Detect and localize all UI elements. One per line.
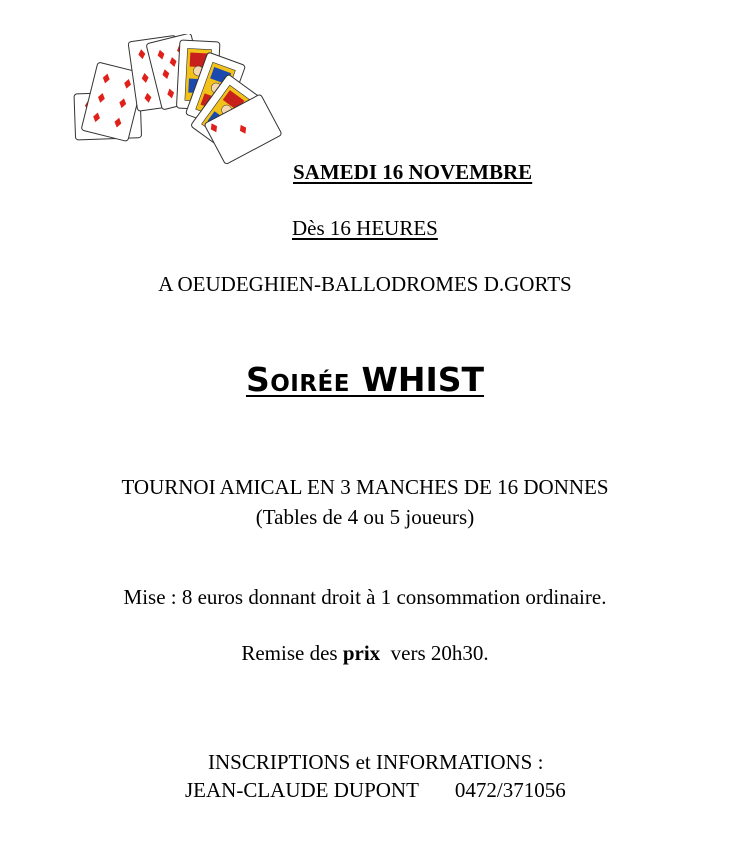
contact-line <box>185 777 566 803</box>
contact-name: JEAN-CLAUDE DUPONT <box>185 778 419 802</box>
contact-heading: INSCRIPTIONS et INFORMATIONS : <box>208 750 544 774</box>
tournament-description: TOURNOI AMICAL EN 3 MANCHES DE 16 DONNES <box>121 475 609 499</box>
prize-info <box>0 640 730 666</box>
event-time: Dès 16 HEURES <box>292 216 438 240</box>
event-date: SAMEDI 16 NOVEMBRE <box>293 160 533 184</box>
tables-info: (Tables de 4 ou 5 joueurs) <box>255 505 475 529</box>
prize-text-after: vers 20h30. <box>380 641 489 665</box>
title-part-whist: WHIST <box>361 360 485 399</box>
playing-cards-fan-icon <box>68 34 300 184</box>
contact-phone: 0472/371056 <box>454 778 566 802</box>
title-part-soiree: Soirée <box>245 360 350 399</box>
prize-text-bold: prix <box>342 641 381 665</box>
event-location: A OEUDEGHIEN-BALLODROMES D.GORTS <box>158 272 572 296</box>
stake-info: Mise : 8 euros donnant droit à 1 consommation ordinaire. <box>123 585 607 609</box>
prize-text-before: Remise des <box>241 641 343 665</box>
event-title <box>0 358 730 402</box>
